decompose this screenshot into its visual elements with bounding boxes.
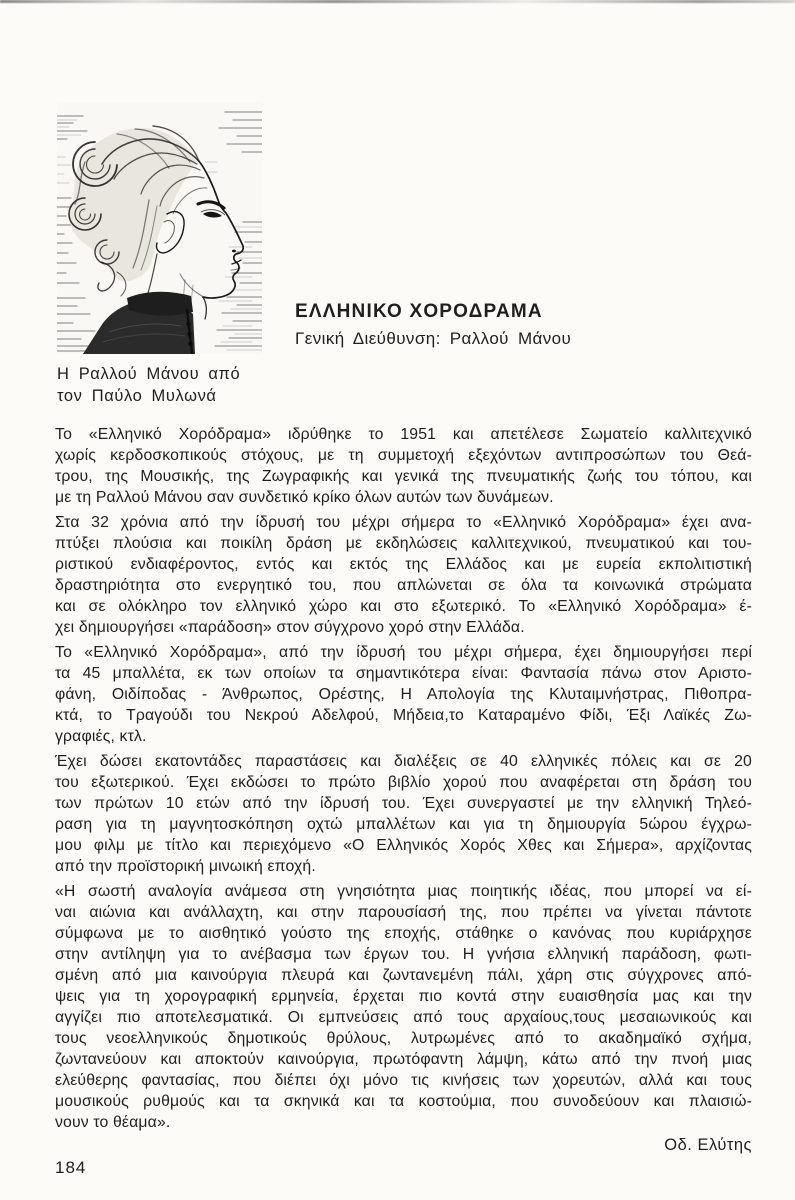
- text-line: φάνη, Οιδίποδας - Άνθρωπος, Ορέστης, Η Απολογία της Κλυταιμνήστρας, Πιθοπρα-: [55, 686, 752, 703]
- text-line: τρου, της Μουσικής, της Ζωγραφικής και γενικά της πνευματικής ζωής του τόπου, και: [55, 468, 752, 485]
- paragraph: [55, 512, 752, 638]
- text-line: στην αντίληψη για το ανέβασμα των έργων του. Η γνήσια ελληνική παράδοση, φωτι-: [55, 946, 752, 963]
- photo-caption: [57, 364, 240, 407]
- text-line: Το «Ελληνικό Χορόδραμα», από την ίδρυσή του μέχρι σήμερα, έχει δημιουργήσει περί: [55, 644, 752, 661]
- text-line: ριστικού ενδιαφέροντος, εντός και εκτός της Ελλάδος και με ευρεία εκπολιτιστική: [55, 556, 752, 573]
- text-line: κτά, το Τραγούδι του Νεκρού Αδελφού, Μήδεια,το Καταραμένο Φίδι, Έξι Λαϊκές Ζω-: [55, 707, 752, 724]
- signature: Οδ. Ελύτης: [664, 1136, 752, 1154]
- paragraph: [55, 642, 752, 747]
- text-line: του εξωτερικού. Έχει εκδώσει το πρώτο βιβλίο χορού που αναφέρεται στη δράση του: [55, 774, 752, 791]
- text-line: ψεις για τη χορογραφική ερμηνεία, έρχεται πιο κοντά στην ευαισθησία μας και την: [55, 988, 752, 1005]
- photo-caption-line: τον Παύλο Μυλωνά: [57, 386, 217, 405]
- text-line: των πρώτων 10 ετών από την ίδρυσή του. Έχει συνεργαστεί με την ελληνική Τηλεό-: [55, 795, 752, 812]
- photo-caption-line: Η Ραλλού Μάνου από: [57, 365, 241, 383]
- text-line: ραση για τη μαγνητοσκόπηση οχτώ μπαλλέτων και για τη δημιουργία 5ώρου έγχρω-: [55, 816, 752, 833]
- text-line: μουσικούς ρυθμούς και τα σκηνικά και τα κοστούμια, που συνοδεύουν και πλαισιώ-: [55, 1093, 752, 1110]
- paragraph: [55, 424, 752, 508]
- text-line: Έχει δώσει εκατοντάδες παραστάσεις και διαλέξεις σε 40 ελληνικές πόλεις και σε 20: [55, 753, 752, 770]
- text-line: σύμφωνα με το αισθητικό γούστο της εποχής, στάθηκε ο κανόνας που κυριάρχησε: [55, 925, 752, 942]
- text-line: αγγίζει πιο αποτελεσματικά. Οι εμπνεύσεις από τους αρχαίους,τους μεσαιωνικούς και: [55, 1009, 752, 1026]
- text-line: τα 45 μπαλλέτα, εκ των οποίων τα σημαντικότερα είναι: Φαντασία πάνω στον Αριστο-: [55, 665, 752, 682]
- title-block: [295, 301, 571, 349]
- text-line: πτύξει πλούσια και ποικίλη δράση με εκδηλώσεις καλλιτεχνικού, πνευματικού και του-: [55, 535, 752, 552]
- article-body: [55, 424, 752, 1137]
- text-line: δραστηριότητα στο ενεργητικό του, που απλώνεται σε όλα τα κοινωνικά στρώματα: [55, 577, 752, 594]
- text-line: τους νεοελληνικούς δημοτικούς θρύλους, λυτρωμένες από το ακαδημαϊκό σχήμα,: [55, 1030, 752, 1047]
- page-title: ΕΛΛΗΝΙΚΟ ΧΟΡΟΔΡΑΜΑ: [295, 301, 543, 322]
- text-line: και σε ολόκληρο τον ελληνικό χώρο και στο εξωτερικό. Το «Ελληνικό Χορόδραμα» έ-: [55, 598, 752, 615]
- portrait-illustration: [57, 102, 262, 354]
- text-line: γραφιές, κτλ.: [55, 728, 147, 745]
- text-line: ναι αιώνια και ανάλλαχτη, και στην παρουσίασή της, που πρέπει να γίνεται πάντοτε: [55, 904, 752, 921]
- portrait-profile-line-drawing-icon: [57, 102, 262, 354]
- paragraph: [55, 881, 752, 1133]
- page-subtitle: Γενική Διεύθυνση: Ραλλού Μάνου: [295, 329, 572, 348]
- text-line: από την προϊστορική μινωική εποχή.: [55, 858, 316, 875]
- page-number: 184: [55, 1158, 87, 1177]
- text-line: Στα 32 χρόνια από την ίδρυσή του μέχρι σήμερα το «Ελληνικό Χορόδραμα» έχει ανα-: [55, 514, 752, 531]
- text-line: σμένη από μια καινούργια πλευρά και ζωντανεμένη πάλι, χάρη στις σύγχρονες από-: [55, 967, 752, 984]
- text-line: «Η σωστή αναλογία ανάμεσα στη γνησιότητα μιας ποιητικής ιδέας, που μπορεί να εί-: [55, 883, 752, 900]
- paragraph: [55, 751, 752, 877]
- text-line: με τη Ραλλού Μάνου σαν συνδετικό κρίκο όλων αυτών των δυνάμεων.: [55, 489, 554, 506]
- text-line: ελεύθερης φαντασίας, που διέπει όχι μόνο τις κινήσεις των χορευτών, αλλά και τους: [55, 1072, 752, 1089]
- text-line: Το «Ελληνικό Χορόδραμα» ιδρύθηκε το 1951 και απετέλεσε Σωματείο καλλιτεχνικό: [55, 426, 752, 443]
- scan-edge-artifact: [0, 0, 795, 3]
- text-line: ζωντανεύουν και αποκτούν καινούργια, πρωτόφαντη λάμψη, κάτω από την πνοή μιας: [55, 1051, 752, 1068]
- text-line: χει δημιουργήσει «παράδοση» στον σύγχρονο χορό στην Ελλάδα.: [55, 619, 525, 636]
- text-line: μου φιλμ με τίτλο και περιεχόμενο «Ο Ελληνικός Χορός Χθες και Σήμερα», αρχίζοντας: [55, 837, 752, 854]
- text-line: νουν το θέαμα».: [55, 1114, 171, 1131]
- text-line: χωρίς κερδοσκοπικούς στόχους, με τη συμμετοχή εξεχόντων αντιπροσώπων του Θεά-: [55, 447, 752, 464]
